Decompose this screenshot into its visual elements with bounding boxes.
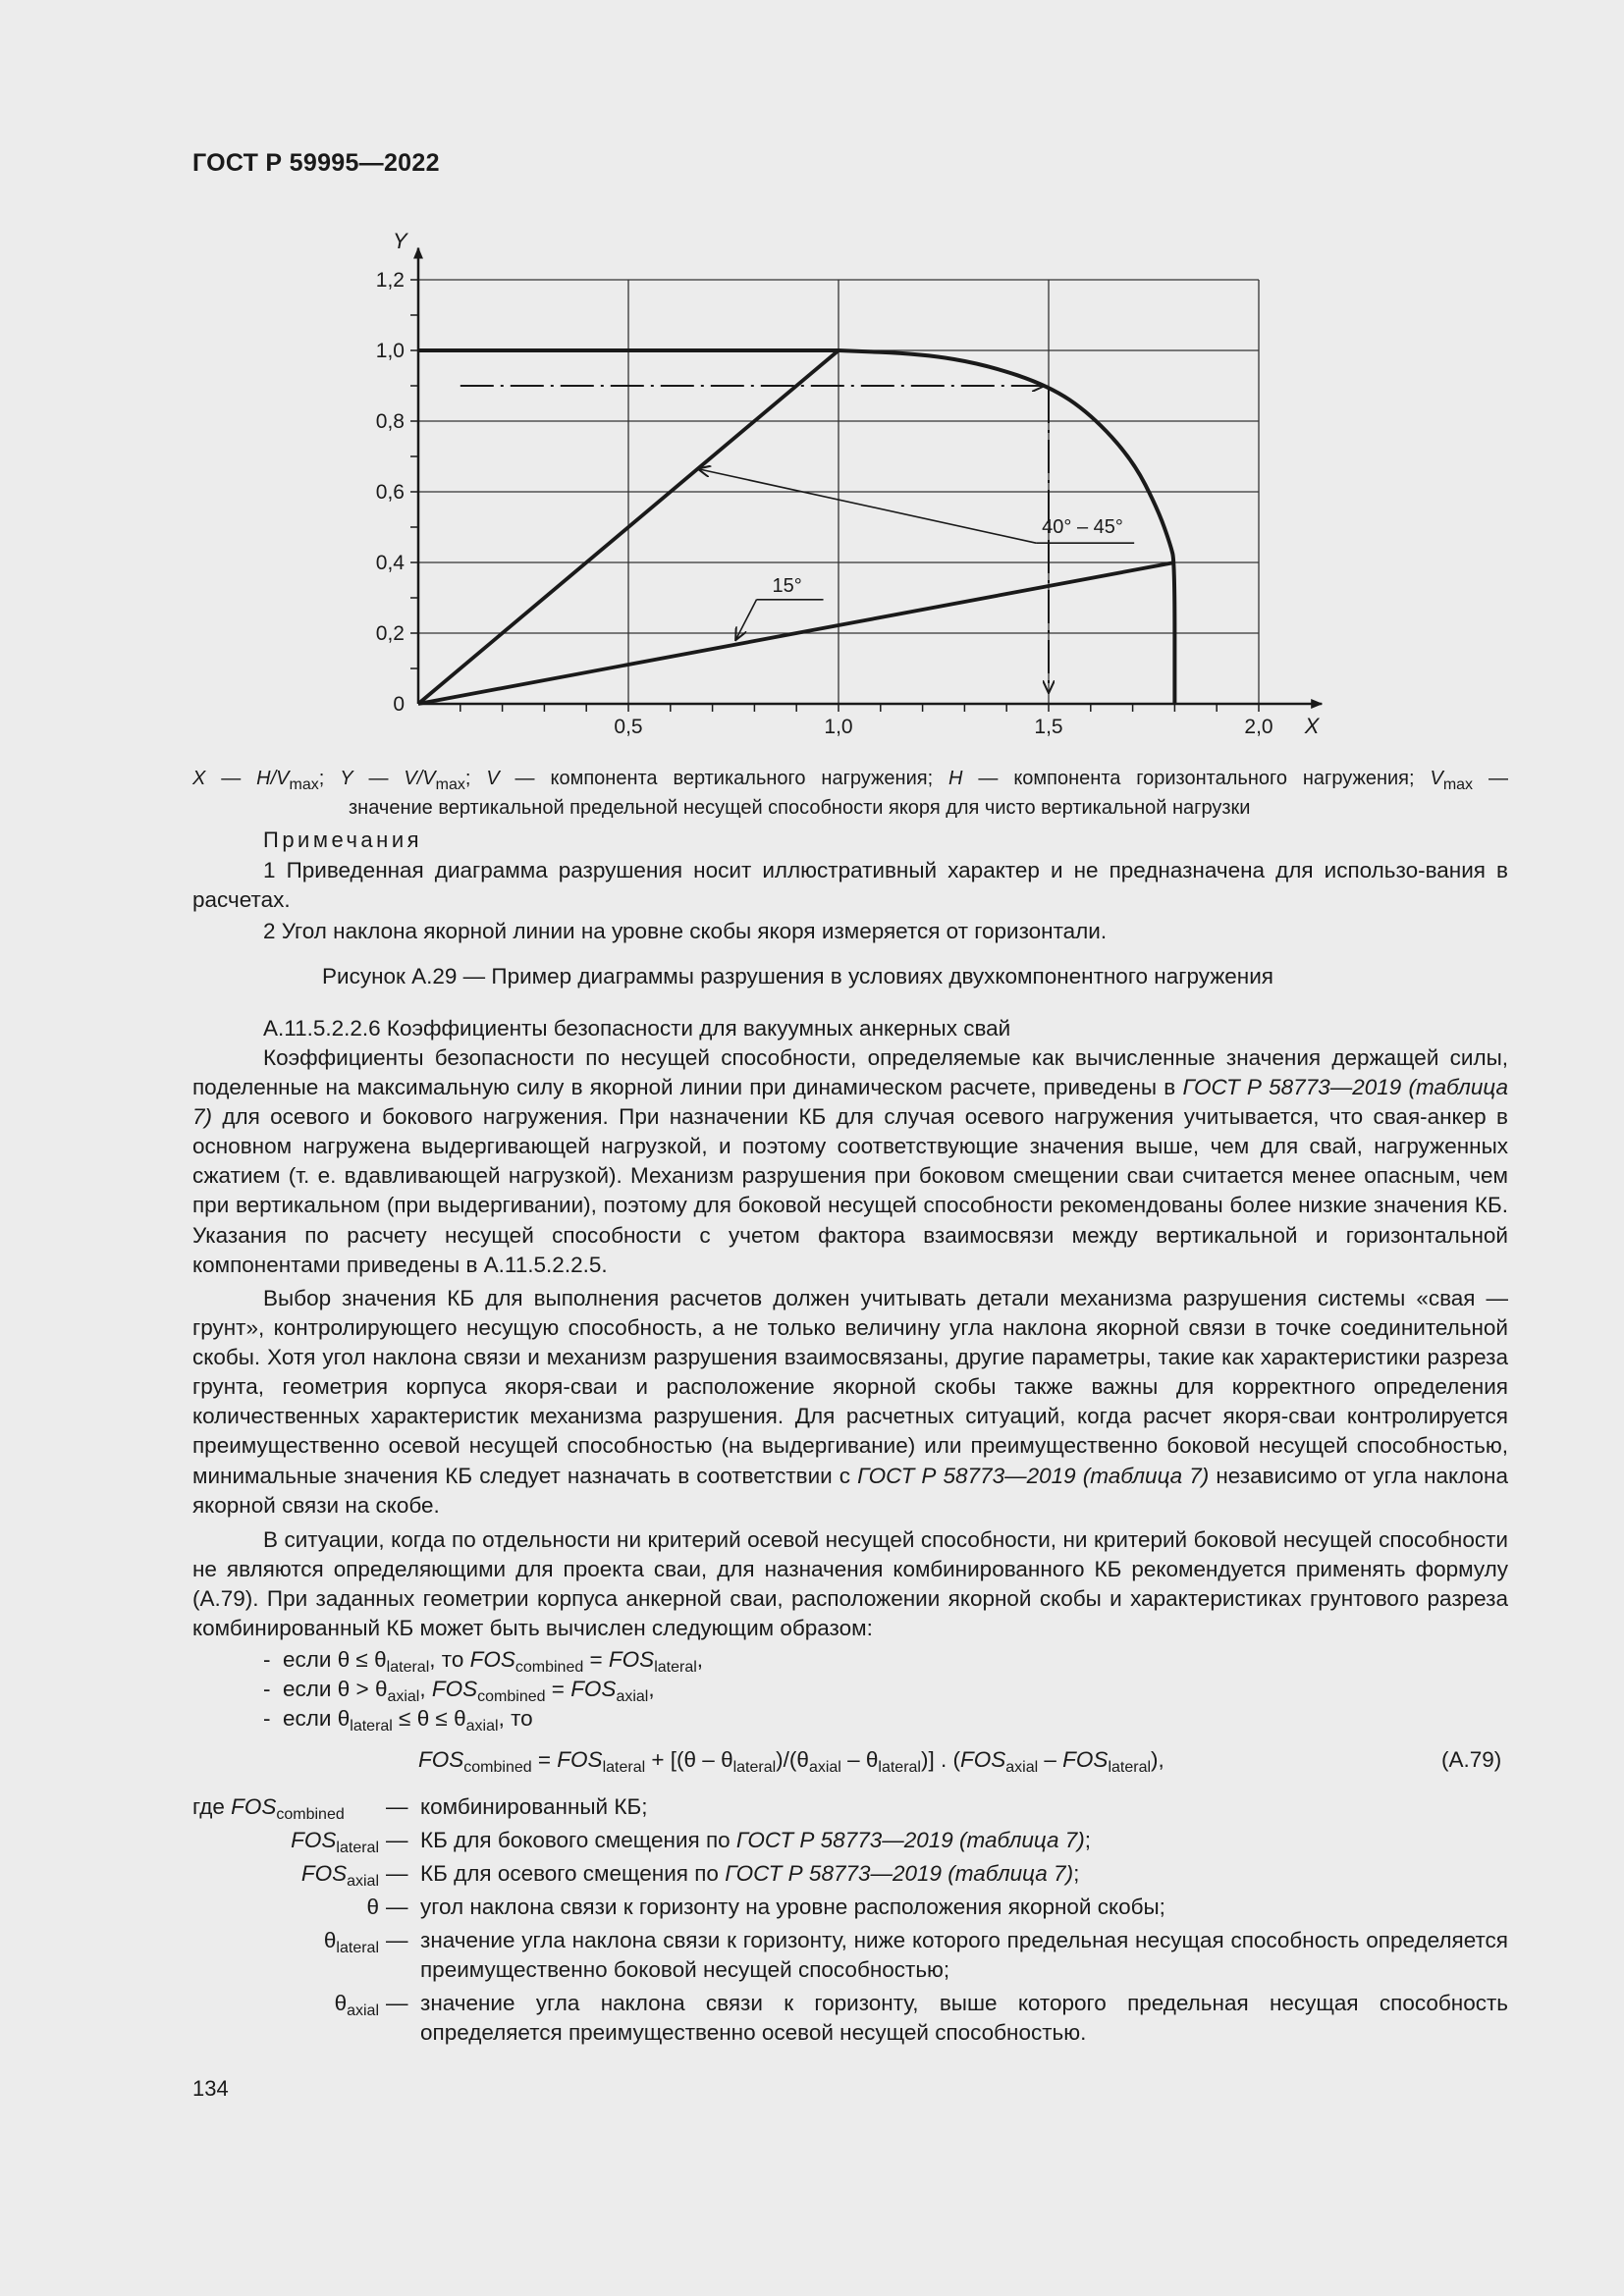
- y-tick-label: 1,2: [375, 269, 405, 292]
- paragraph-3: В ситуации, когда по отдельности ни критерий осевой несущей способности, ни критерий боковой несущей способности не являются определяющими для проекта сваи, для назначения комбинированного КБ рекомендуется применять формулу (А.79). При заданных геометрии корпуса анкерной сваи, расположении якорной скобы и характеристиках грунтового разреза комбинированный КБ может быть вычислен следующим образом:: [192, 1527, 1508, 1641]
- x-tick-label: 1,0: [824, 716, 853, 738]
- legend-x-def: H/V: [256, 768, 290, 789]
- leader-15: [735, 600, 756, 640]
- def-theta-lateral: $\theta_{lateral}$ — значение угла наклона связи к горизонту, ниже которого предельная несущая способность определяется преимущественно боковой несущей способностью;: [323, 1928, 1508, 1982]
- legend-v-symbol: V: [486, 768, 500, 789]
- formula-a79: $FOS_{combined} = FOS_{lateral} + [(\theta - \theta_{lateral})/(\theta_{axial} - \theta_{lateral})]$ . $(FOS_{axial} - FOS_{lateral})$,: [418, 1747, 1164, 1776]
- figure-legend: X — $H/V_{max}$; Y — $V/V_{max}$; V — компонента вертикального нагружения; H — компонента горизонтального нагружения; $V_{max}$ — значение вертикальной предельной несущей способности якоря для чисто вертикальной нагрузки: [192, 764, 1508, 823]
- notes-title: Примечания: [263, 828, 423, 852]
- figure-title: Рисунок А.29 — Пример диаграммы разрушения в условиях двухкомпонентного нагружения: [322, 964, 1273, 988]
- leader-40-45: [698, 469, 1037, 544]
- formula-number: (А.79): [1441, 1747, 1502, 1772]
- angle-label-40-45: 40° – 45°: [1042, 516, 1123, 539]
- note-1: 1 Приведенная диаграмма разрушения носит иллюстративный характер и не предназначена для использо-вания в расчетах.: [192, 858, 1508, 913]
- document-header: ГОСТ Р 59995—2022: [192, 149, 440, 177]
- def-theta-axial: $\theta_{axial}$ — значение угла наклона связи к горизонту, выше которого предельная несущая способность определяется преимущественно осевой несущей способностью.: [334, 1991, 1508, 2045]
- bullet-2: - если $\theta > \theta_{axial}$, $FOS_{combined} = FOS_{axial}$,: [263, 1677, 655, 1705]
- legend-vmax-text: значение вертикальной предельной несущей способности якоря для чисто вертикальной нагрузки: [349, 797, 1251, 819]
- legend-h-symbol: H: [948, 768, 963, 789]
- y-tick-label: 0,8: [375, 410, 405, 433]
- x-tick-label: 0,5: [614, 716, 643, 738]
- paragraph-1: Коэффициенты безопасности по несущей способности, определяемые как вычисленные значения держащей силы, поделенные на максимальную силу в якорной линии при динамическом расчете, приведены в ГОСТ Р 58773—2019 (таблица 7) для осевого и бокового нагружения. При назначении КБ для случая осевого нагружения учитывается, что свая-анкер в основном нагружена выдергивающей нагрузкой, и поэтому соответствующие значения выше, чем для свай, нагруженных сжатием (т. е. вдавливающей нагрузкой). Механизм разрушения при боковом смещении сваи считается менее опасным, чем при вертикальном (при выдергивании), поэтому для боковой несущей способности рекомендованы более низкие значения КБ. Указания по расчету несущей способности с учетом фактора взаимосвязи между вертикальной и горизонтальной компонентами приведены в А.11.5.2.2.5.: [192, 1045, 1508, 1277]
- note-2: 2 Угол наклона якорной линии на уровне скобы якоря измеряется от горизонтали.: [263, 919, 1108, 943]
- def-axial: $FOS_{axial}$ — КБ для осевого смещения по ГОСТ Р 58773—2019 (таблица 7);: [300, 1861, 1080, 1890]
- x-axis-label: X: [1304, 714, 1320, 738]
- bullet-3: - если $\theta_{lateral} \le \theta \le \theta_{axial}$, то: [263, 1706, 533, 1735]
- bullet-1: - если $\theta \le \theta_{lateral}$, то $FOS_{combined} = FOS_{lateral}$,: [263, 1647, 704, 1676]
- def-combined: где $FOS_{combined}$ — комбинированный КБ;: [192, 1794, 648, 1823]
- y-tick-label: 1,0: [375, 340, 405, 362]
- legend-x-symbol: X: [192, 768, 206, 789]
- legend-y-def: V/V: [404, 768, 436, 789]
- y-tick-label: 0,4: [375, 552, 405, 574]
- paragraph-2: Выбор значения КБ для выполнения расчетов должен учитывать детали механизма разрушения системы «свая — грунт», контролирующего несущую способность, а не только величину угла наклона якорной связи в точке соединительной скобы. Хотя угол наклона связи и механизм разрушения взаимосвязаны, другие параметры, такие как характеристики разреза грунта, геометрия корпуса якоря-сваи и расположение якорной скобы также важны для корректного определения количественных характеристик механизма разрушения. Для расчетных ситуаций, когда расчет якоря-сваи контролируется преимущественно осевой несущей способностью (на выдергивание) или преимущественно боковой несущей способностью, минимальные значения КБ следует назначать в соответствии с ГОСТ Р 58773—2019 (таблица 7) независимо от угла наклона якорной связи на скобе.: [192, 1286, 1508, 1518]
- def-lateral: $FOS_{lateral}$ — КБ для бокового смещения по ГОСТ Р 58773—2019 (таблица 7);: [291, 1828, 1092, 1856]
- y-tick-label: 0: [393, 693, 405, 716]
- y-tick-label: 0,6: [375, 481, 405, 504]
- y-axis-label: Y: [393, 229, 407, 253]
- legend-v-text: компонента вертикального нагружения;: [550, 768, 934, 789]
- x-tick-label: 1,5: [1034, 716, 1063, 738]
- x-tick-label: 2,0: [1244, 716, 1273, 738]
- angle-label-15: 15°: [772, 574, 802, 597]
- def-theta: θ — угол наклона связи к горизонту на уровне расположения якорной скобы;: [366, 1895, 1165, 1919]
- section-heading: А.11.5.2.2.6 Коэффициенты безопасности для вакуумных анкерных свай: [263, 1016, 1011, 1041]
- failure-diagram-chart: [363, 221, 1345, 751]
- y-tick-label: 0,2: [375, 622, 405, 645]
- page-number: 134: [192, 2076, 229, 2101]
- legend-vmax-symbol: V: [1430, 768, 1443, 789]
- legend-h-text: компонента горизонтального нагружения;: [1013, 768, 1415, 789]
- legend-y-symbol: Y: [340, 768, 353, 789]
